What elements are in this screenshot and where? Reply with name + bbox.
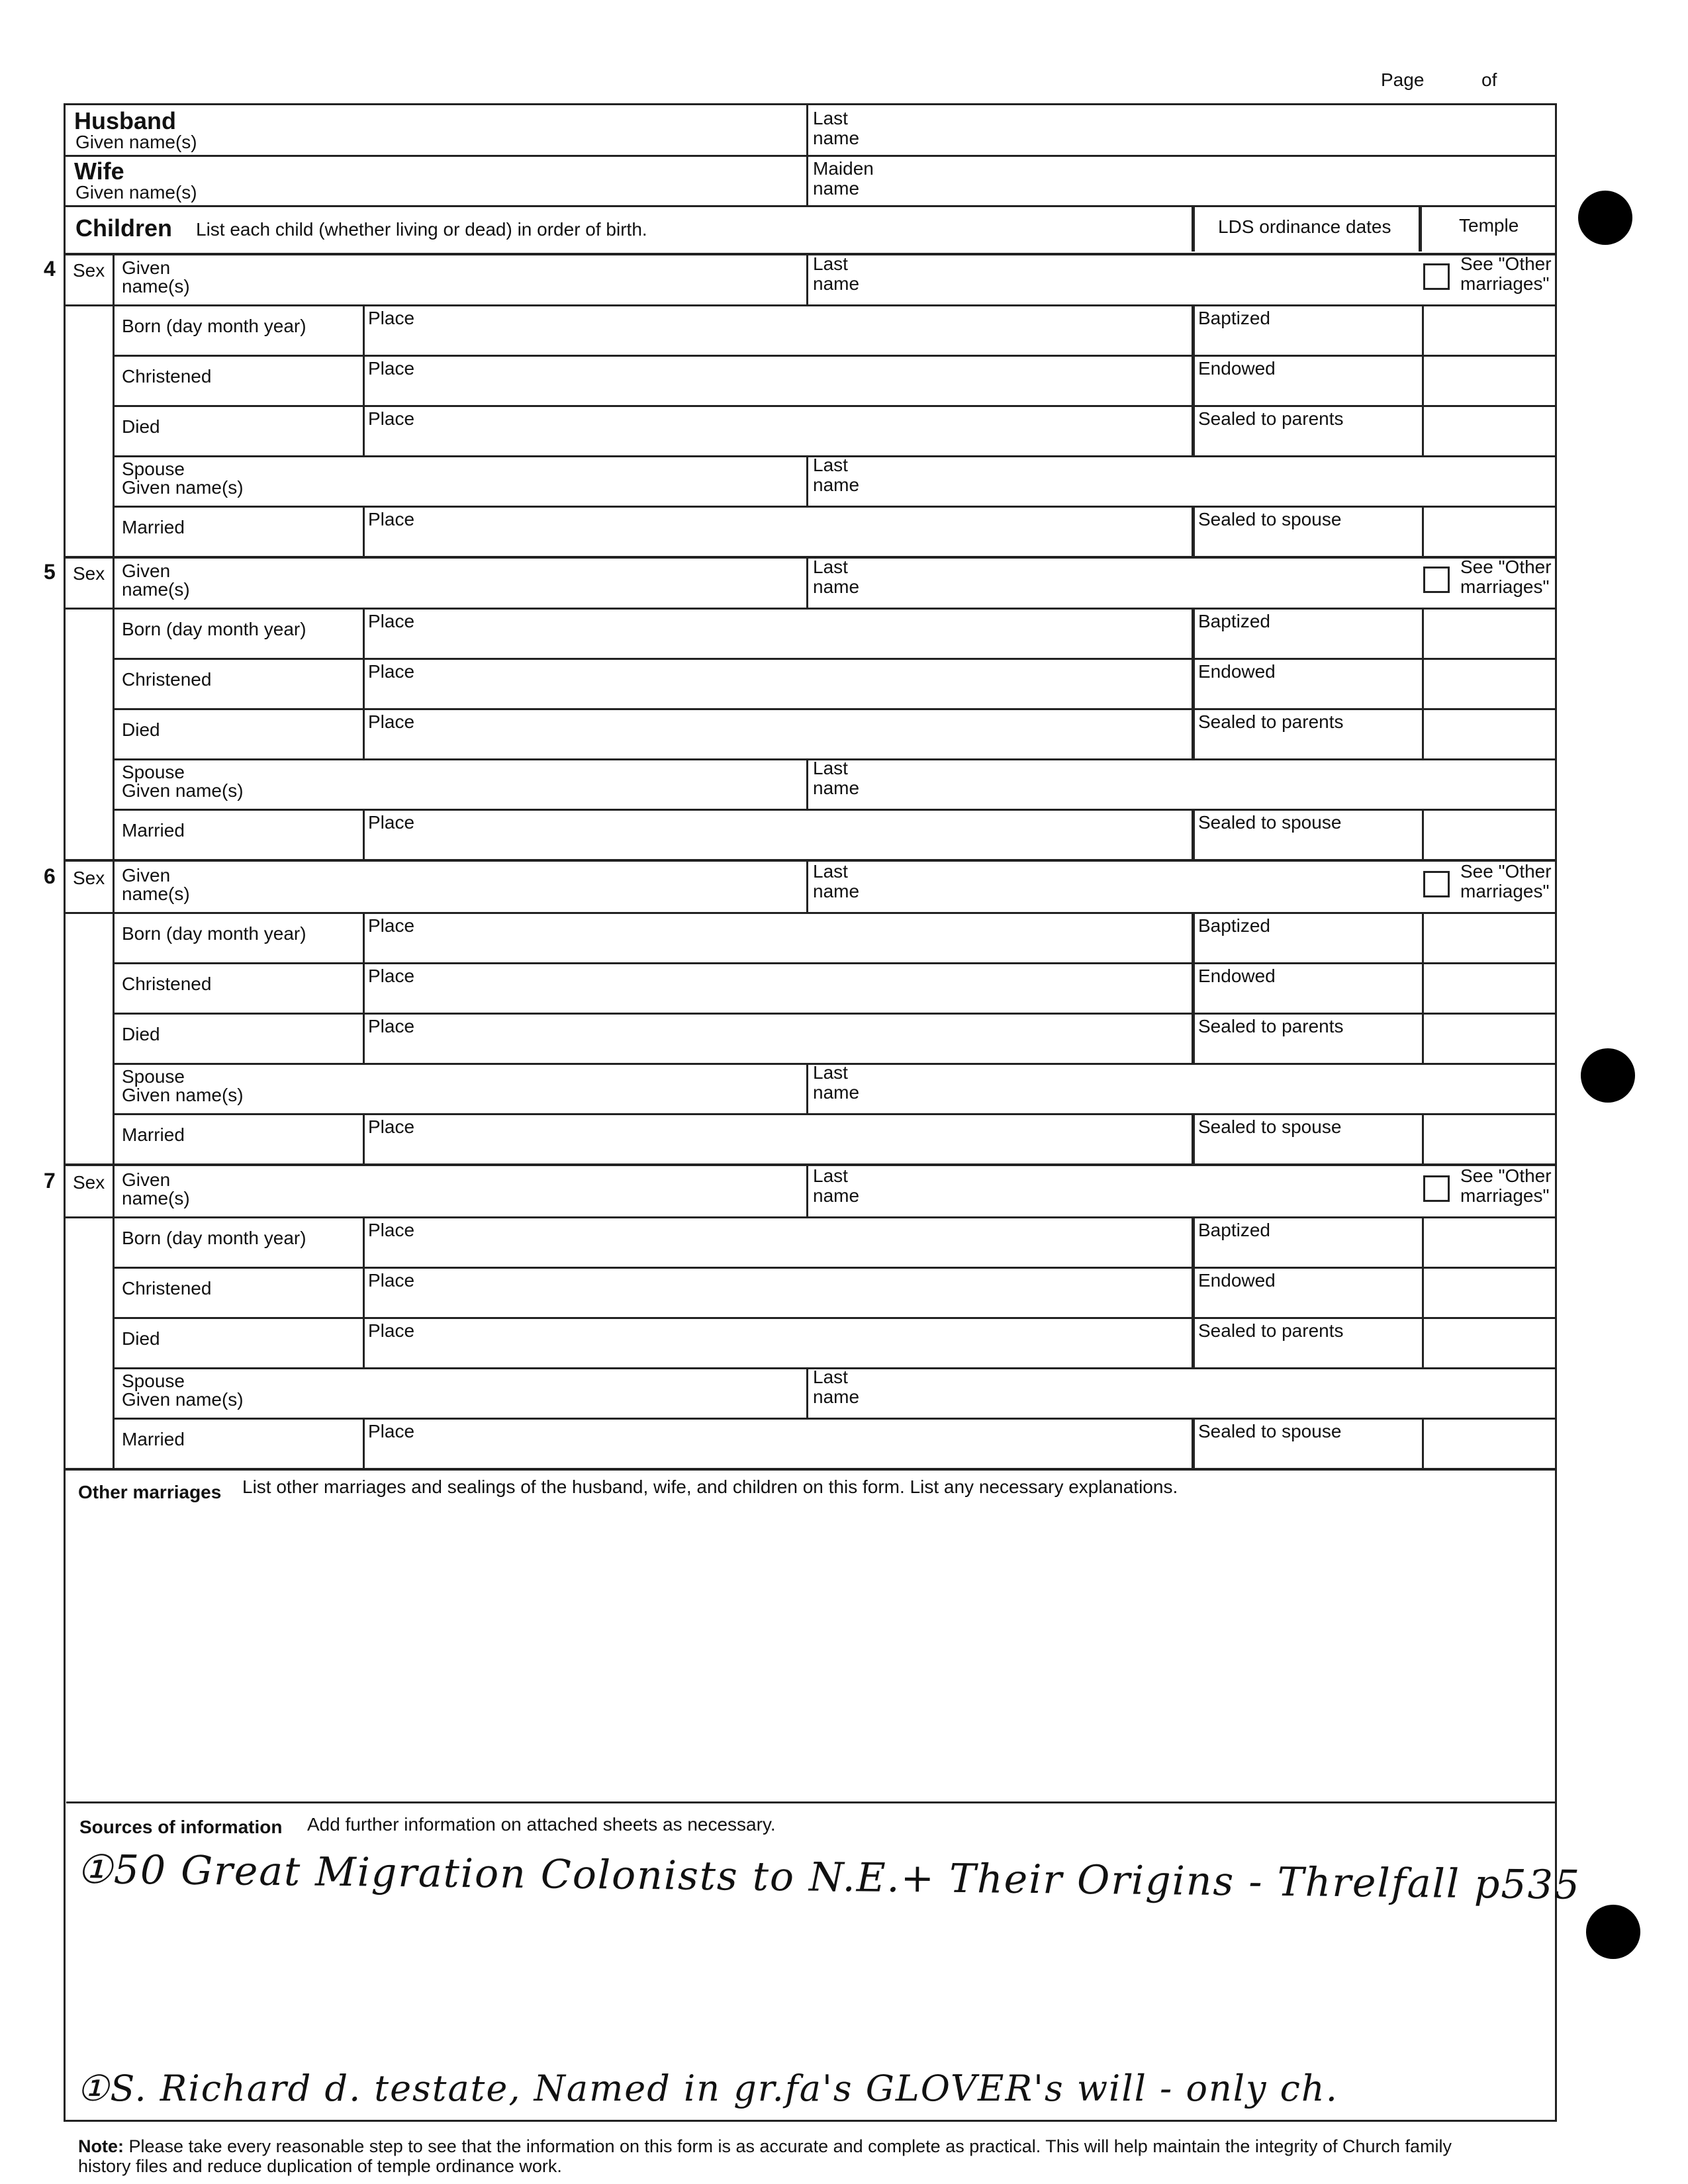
baptized-label: Baptized	[1198, 611, 1270, 631]
baptized-date-field[interactable]	[1198, 330, 1417, 353]
see-other-marriages-checkbox[interactable]	[1423, 871, 1450, 897]
child-given-field[interactable]	[192, 864, 801, 909]
baptized-label: Baptized	[1198, 308, 1270, 328]
place-label: Place	[368, 1116, 415, 1137]
sealed-spouse-label: Sealed to spouse	[1198, 812, 1342, 833]
spouse-last-field[interactable]	[887, 1066, 1549, 1111]
sex-label: Sex	[73, 563, 105, 584]
endowed-temple-field[interactable]	[1426, 965, 1554, 1010]
died-date-field[interactable]	[119, 1349, 357, 1366]
sources-title: Sources of information	[79, 1817, 283, 1837]
baptized-temple-field[interactable]	[1426, 915, 1554, 960]
sealed-parents-label: Sealed to parents	[1198, 711, 1344, 732]
child-number: 6	[44, 864, 56, 888]
married-label: Married	[122, 1124, 185, 1145]
see-other-marriages-label: marriages"	[1460, 881, 1550, 901]
see-other-marriages-checkbox[interactable]	[1423, 263, 1450, 290]
place-label: Place	[368, 1320, 415, 1341]
christened-label: Christened	[122, 669, 212, 690]
born-date-field[interactable]	[119, 336, 357, 353]
christened-label: Christened	[122, 366, 212, 387]
married-place-field[interactable]	[437, 508, 1185, 553]
wife-maiden-label: Maiden	[813, 158, 874, 179]
last-label: Last	[813, 557, 848, 577]
place-label: Place	[368, 509, 415, 529]
child-last-field[interactable]	[887, 257, 1417, 302]
spouse-last-label: Last	[813, 758, 848, 778]
sealed-parents-temple-field[interactable]	[1426, 711, 1554, 756]
born-place-field[interactable]	[437, 915, 1185, 960]
sealed-spouse-label: Sealed to spouse	[1198, 509, 1342, 529]
spouse-last-field[interactable]	[887, 761, 1549, 806]
spouse-given-field[interactable]	[278, 1066, 801, 1111]
sealed-parents-temple-field[interactable]	[1426, 1015, 1554, 1060]
spouse-given-field[interactable]	[278, 1370, 801, 1415]
child-last-field[interactable]	[887, 864, 1417, 909]
christened-date-field[interactable]	[119, 1298, 357, 1316]
husband-name-label: name	[813, 128, 860, 148]
punch-hole-icon	[1581, 1048, 1635, 1103]
temple-label: Temple	[1459, 215, 1519, 236]
place-label: Place	[368, 966, 415, 986]
baptized-label: Baptized	[1198, 915, 1270, 936]
baptized-temple-field[interactable]	[1426, 1219, 1554, 1264]
born-date-field[interactable]	[119, 944, 357, 961]
sealed-parents-date-field[interactable]	[1198, 1038, 1417, 1062]
sex-field[interactable]	[66, 888, 110, 911]
children-instruction: List each child (whether living or dead) in order of birth.	[196, 219, 647, 240]
wife-maiden-field[interactable]	[887, 158, 1549, 203]
spouse-last-label: Last	[813, 455, 848, 475]
born-place-field[interactable]	[437, 307, 1185, 352]
christened-place-field[interactable]	[437, 357, 1185, 402]
sealed-parents-temple-field[interactable]	[1426, 1320, 1554, 1365]
spouse-label: Spouse	[122, 1371, 185, 1391]
died-place-field[interactable]	[437, 1320, 1185, 1365]
baptized-label: Baptized	[1198, 1220, 1270, 1240]
spouse-label: Spouse	[122, 1066, 185, 1087]
died-place-field[interactable]	[437, 408, 1185, 453]
sealed-parents-date-field[interactable]	[1198, 1342, 1417, 1366]
place-label: Place	[368, 711, 415, 732]
sealed-spouse-date-field[interactable]	[1198, 1443, 1417, 1467]
page-label: Page	[1381, 69, 1425, 90]
given-label: Given	[122, 257, 171, 278]
wife-given-field[interactable]	[75, 158, 804, 203]
children-title: Children	[75, 214, 173, 242]
sealed-spouse-label: Sealed to spouse	[1198, 1421, 1342, 1441]
last-name-label: name	[813, 881, 860, 901]
wife-given-label: Given name(s)	[75, 182, 197, 203]
sex-label: Sex	[73, 260, 105, 281]
place-label: Place	[368, 1016, 415, 1036]
sealed-parents-date-field[interactable]	[1198, 733, 1417, 757]
sealed-parents-label: Sealed to parents	[1198, 1016, 1344, 1036]
married-place-field[interactable]	[437, 1116, 1185, 1161]
husband-title: Husband	[74, 107, 177, 134]
sealed-parents-temple-field[interactable]	[1426, 408, 1554, 453]
given-name-label: name(s)	[122, 1188, 190, 1208]
child-given-field[interactable]	[192, 560, 801, 605]
punch-hole-icon	[1586, 1905, 1640, 1959]
place-label: Place	[368, 408, 415, 429]
see-other-label: See "Other	[1460, 253, 1552, 274]
husband-given-field[interactable]	[75, 107, 804, 152]
spouse-given-label: Given name(s)	[122, 1389, 244, 1410]
endowed-temple-field[interactable]	[1426, 660, 1554, 705]
baptized-date-field[interactable]	[1198, 1242, 1417, 1265]
place-label: Place	[368, 358, 415, 379]
christened-date-field[interactable]	[119, 387, 357, 404]
christened-date-field[interactable]	[119, 690, 357, 707]
punch-hole-icon	[1578, 191, 1632, 245]
husband-last-field[interactable]	[887, 107, 1549, 152]
christened-place-field[interactable]	[437, 660, 1185, 705]
endowed-label: Endowed	[1198, 661, 1276, 682]
christened-place-field[interactable]	[437, 1269, 1185, 1314]
died-date-field[interactable]	[119, 1044, 357, 1062]
sex-field[interactable]	[66, 584, 110, 606]
child-number: 4	[44, 257, 56, 281]
last-name-label: name	[813, 1185, 860, 1206]
child-number: 7	[44, 1169, 56, 1193]
married-label: Married	[122, 1429, 185, 1449]
sources-handwritten-line-2: ①S. Richard d. testate, Named in gr.fa's GLOVER's will - only ch.	[77, 2068, 1338, 2109]
see-other-marriages-checkbox[interactable]	[1423, 567, 1450, 593]
husband-given-label: Given name(s)	[75, 132, 197, 152]
sealed-spouse-temple-field[interactable]	[1426, 508, 1554, 553]
born-date-field[interactable]	[119, 1248, 357, 1265]
of-label: of	[1481, 69, 1497, 90]
endowed-label: Endowed	[1198, 358, 1276, 379]
note-line-2: history files and reduce duplication of temple ordinance work.	[78, 2156, 562, 2176]
married-place-field[interactable]	[437, 1420, 1185, 1465]
born-label: Born (day month year)	[122, 619, 306, 639]
see-other-label: See "Other	[1460, 861, 1552, 882]
died-label: Died	[122, 416, 160, 437]
sealed-parents-date-field[interactable]	[1198, 430, 1417, 454]
died-place-field[interactable]	[437, 711, 1185, 756]
died-date-field[interactable]	[119, 437, 357, 454]
married-label: Married	[122, 820, 185, 841]
born-label: Born (day month year)	[122, 923, 306, 944]
place-label: Place	[368, 661, 415, 682]
christened-date-field[interactable]	[119, 994, 357, 1011]
born-date-field[interactable]	[119, 639, 357, 657]
sex-label: Sex	[73, 868, 105, 888]
spouse-last-label: Last	[813, 1062, 848, 1083]
died-date-field[interactable]	[119, 740, 357, 757]
spouse-last-name-label: name	[813, 778, 860, 798]
other-marriages-field[interactable]	[73, 1509, 1549, 1800]
spouse-last-name-label: name	[813, 475, 860, 495]
wife-maiden-name-label: name	[813, 178, 860, 199]
born-place-field[interactable]	[437, 610, 1185, 655]
place-label: Place	[368, 1421, 415, 1441]
place-label: Place	[368, 812, 415, 833]
died-label: Died	[122, 1024, 160, 1044]
see-other-marriages-label: marriages"	[1460, 576, 1550, 597]
see-other-marriages-label: marriages"	[1460, 1185, 1550, 1206]
married-label: Married	[122, 517, 185, 537]
given-label: Given	[122, 561, 171, 581]
other-marriages-instruction: List other marriages and sealings of the husband, wife, and children on this form. List any necessary explanations.	[242, 1477, 1178, 1497]
sealed-parents-label: Sealed to parents	[1198, 1320, 1344, 1341]
note-line-1: Note: Please take every reasonable step to see that the information on this form is as accurate and complete as practical. This will help maintain the integrity of Church family	[78, 2136, 1452, 2156]
sealed-spouse-label: Sealed to spouse	[1198, 1116, 1342, 1137]
spouse-label: Spouse	[122, 459, 185, 479]
endowed-temple-field[interactable]	[1426, 1269, 1554, 1314]
sex-field[interactable]	[66, 1193, 110, 1215]
sealed-spouse-temple-field[interactable]	[1426, 811, 1554, 856]
born-label: Born (day month year)	[122, 1228, 306, 1248]
last-label: Last	[813, 253, 848, 274]
sources-instruction: Add further information on attached sheets as necessary.	[307, 1814, 776, 1835]
see-other-marriages-label: marriages"	[1460, 273, 1550, 294]
died-label: Died	[122, 719, 160, 740]
given-name-label: name(s)	[122, 276, 190, 296]
sex-field[interactable]	[66, 281, 110, 303]
spouse-last-label: Last	[813, 1367, 848, 1387]
christened-place-field[interactable]	[437, 965, 1185, 1010]
christened-label: Christened	[122, 974, 212, 994]
see-other-marriages-checkbox[interactable]	[1423, 1175, 1450, 1202]
child-last-field[interactable]	[887, 560, 1417, 605]
place-label: Place	[368, 1270, 415, 1291]
given-label: Given	[122, 865, 171, 886]
christened-label: Christened	[122, 1278, 212, 1298]
last-name-label: name	[813, 273, 860, 294]
spouse-last-name-label: name	[813, 1387, 860, 1407]
endowed-date-field[interactable]	[1198, 380, 1417, 404]
last-label: Last	[813, 1165, 848, 1186]
baptized-temple-field[interactable]	[1426, 610, 1554, 655]
spouse-last-field[interactable]	[887, 458, 1549, 503]
spouse-last-field[interactable]	[887, 1370, 1549, 1415]
spouse-last-name-label: name	[813, 1082, 860, 1103]
sealed-spouse-date-field[interactable]	[1198, 531, 1417, 555]
lds-ordinance-dates-label: LDS ordinance dates	[1218, 216, 1391, 237]
married-place-field[interactable]	[437, 811, 1185, 856]
place-label: Place	[368, 1220, 415, 1240]
baptized-date-field[interactable]	[1198, 937, 1417, 961]
endowed-date-field[interactable]	[1198, 987, 1417, 1011]
died-label: Died	[122, 1328, 160, 1349]
baptized-date-field[interactable]	[1198, 633, 1417, 657]
sources-field[interactable]	[73, 1840, 1549, 2118]
died-place-field[interactable]	[437, 1015, 1185, 1060]
child-given-field[interactable]	[192, 257, 801, 302]
sealed-spouse-temple-field[interactable]	[1426, 1420, 1554, 1465]
spouse-given-field[interactable]	[278, 761, 801, 806]
see-other-label: See "Other	[1460, 1165, 1552, 1186]
endowed-temple-field[interactable]	[1426, 357, 1554, 402]
endowed-label: Endowed	[1198, 966, 1276, 986]
child-number: 5	[44, 560, 56, 584]
other-marriages-title: Other marriages	[78, 1482, 222, 1502]
spouse-label: Spouse	[122, 762, 185, 782]
sources-handwritten-line-1: ①50 Great Migration Colonists to N.E.+ Their Origins - Threlfall p535	[76, 1846, 1581, 1909]
sealed-parents-label: Sealed to parents	[1198, 408, 1344, 429]
place-label: Place	[368, 611, 415, 631]
born-label: Born (day month year)	[122, 316, 306, 336]
husband-last-label: Last	[813, 108, 848, 128]
spouse-given-label: Given name(s)	[122, 1085, 244, 1105]
given-label: Given	[122, 1169, 171, 1190]
see-other-label: See "Other	[1460, 557, 1552, 577]
sex-label: Sex	[73, 1172, 105, 1193]
spouse-given-label: Given name(s)	[122, 477, 244, 498]
last-name-label: name	[813, 576, 860, 597]
baptized-temple-field[interactable]	[1426, 307, 1554, 352]
spouse-given-field[interactable]	[278, 458, 801, 503]
sealed-spouse-date-field[interactable]	[1198, 834, 1417, 858]
place-label: Place	[368, 308, 415, 328]
last-label: Last	[813, 861, 848, 882]
child-given-field[interactable]	[192, 1169, 801, 1214]
endowed-date-field[interactable]	[1198, 1292, 1417, 1316]
endowed-date-field[interactable]	[1198, 683, 1417, 707]
sealed-spouse-temple-field[interactable]	[1426, 1116, 1554, 1161]
spouse-given-label: Given name(s)	[122, 780, 244, 801]
child-last-field[interactable]	[887, 1169, 1417, 1214]
place-label: Place	[368, 915, 415, 936]
given-name-label: name(s)	[122, 579, 190, 600]
born-place-field[interactable]	[437, 1219, 1185, 1264]
endowed-label: Endowed	[1198, 1270, 1276, 1291]
given-name-label: name(s)	[122, 884, 190, 904]
sealed-spouse-date-field[interactable]	[1198, 1138, 1417, 1162]
wife-title: Wife	[74, 158, 124, 185]
